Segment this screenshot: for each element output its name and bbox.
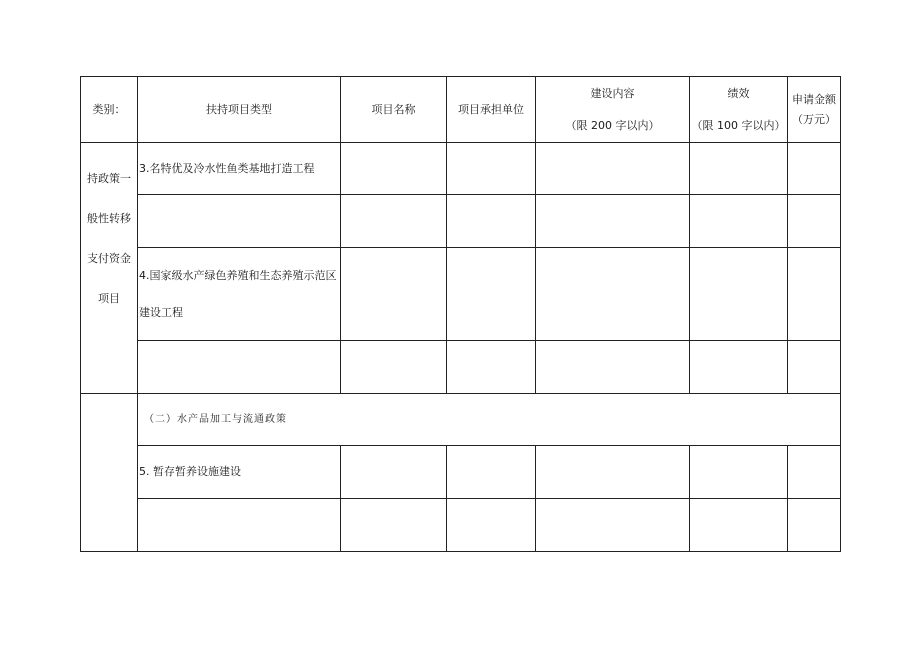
content-cell[interactable] [536,195,690,248]
project-name-cell[interactable] [341,446,447,499]
support-type-cell[interactable] [138,499,341,552]
category-line: 支付资金 [87,252,131,265]
project-name-cell[interactable] [341,341,447,394]
project-name-cell[interactable] [341,248,447,341]
category-cell-continued [81,394,138,446]
support-type-cell[interactable] [138,195,341,248]
project-name-cell[interactable] [341,143,447,195]
category-cell [81,143,138,394]
header-row [81,77,841,143]
support-type-cell[interactable]: 5. 暂存暂养设施建设 [138,446,341,499]
header-performance [690,77,788,143]
header-category: 类别： [81,77,138,143]
performance-cell[interactable] [690,248,788,341]
content-cell[interactable] [536,499,690,552]
header-undertaker: 项目承担单位 [447,77,536,143]
undertaker-cell[interactable] [447,248,536,341]
amount-cell[interactable] [788,195,841,248]
section-row [81,394,841,446]
project-name-cell[interactable] [341,195,447,248]
amount-cell[interactable] [788,341,841,394]
undertaker-cell[interactable] [447,499,536,552]
support-type-cell[interactable] [138,341,341,394]
header-performance-limit: （限 100 字以内） [691,118,786,132]
category-line: 般性转移 [87,212,131,225]
section-title: （二）水产品加工与流通政策 [138,394,841,446]
undertaker-cell[interactable] [447,195,536,248]
category-line: 项目 [98,292,120,305]
header-content-title: 建设内容 [590,87,635,101]
performance-cell[interactable] [690,143,788,195]
support-type-cell[interactable]: 3.名特优及冷水性鱼类基地打造工程 [138,143,341,195]
header-project-name: 项目名称 [341,77,447,143]
amount-cell[interactable] [788,499,841,552]
header-content-limit: （限 200 字以内） [565,118,660,132]
content-cell[interactable] [536,341,690,394]
category-cell-continued [81,446,138,552]
table-row [81,446,841,499]
content-cell[interactable] [536,446,690,499]
table-row [81,248,841,341]
header-performance-title: 绩效 [727,87,750,101]
application-form-table-wrapper [80,76,841,552]
header-amount-title: 申请金额 [792,93,836,107]
header-amount-unit: （万元） [792,112,836,126]
support-type-cell[interactable] [138,248,341,341]
table-row [81,341,841,394]
support-type-line: 建设工程 [139,306,183,319]
undertaker-cell[interactable] [447,341,536,394]
content-cell[interactable] [536,248,690,341]
undertaker-cell[interactable] [447,446,536,499]
undertaker-cell[interactable] [447,143,536,195]
project-name-cell[interactable] [341,499,447,552]
support-type-line: 4.国家级水产绿色养殖和生态养殖示范区 [139,268,337,282]
table-row [81,195,841,248]
application-form-table [80,76,841,552]
performance-cell[interactable] [690,195,788,248]
amount-cell[interactable] [788,248,841,341]
amount-cell[interactable] [788,446,841,499]
header-amount [788,77,841,143]
performance-cell[interactable] [690,446,788,499]
table-row [81,143,841,195]
header-content [536,77,690,143]
category-line: 持政策一 [87,172,131,185]
performance-cell[interactable] [690,341,788,394]
content-cell[interactable] [536,143,690,195]
table-row [81,499,841,552]
amount-cell[interactable] [788,143,841,195]
header-support-type: 扶持项目类型 [138,77,341,143]
performance-cell[interactable] [690,499,788,552]
